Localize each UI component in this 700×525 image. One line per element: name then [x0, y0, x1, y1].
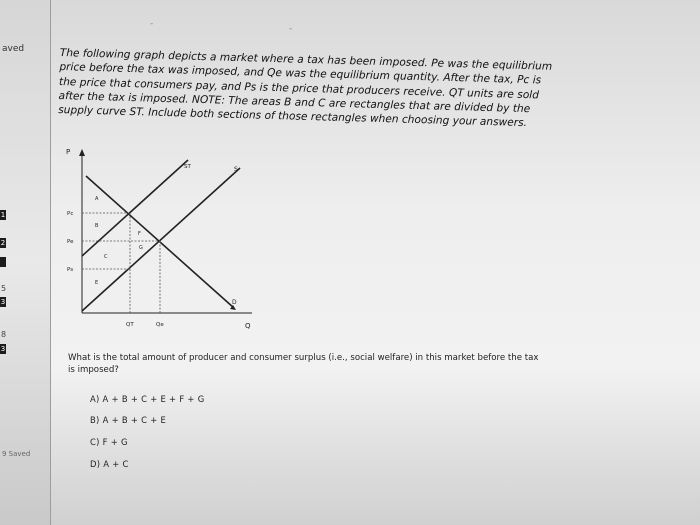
saved-status-bottom: 9 Saved — [2, 450, 31, 458]
question-marker[interactable] — [0, 257, 6, 267]
tax-market-graph — [62, 142, 272, 342]
question-number: 5 — [1, 284, 7, 293]
area-c-label: C — [104, 254, 108, 260]
question-panel — [50, 0, 700, 525]
left-sidebar — [0, 0, 51, 525]
area-e-label: E — [95, 280, 99, 286]
area-f-label: F — [138, 231, 141, 237]
supply-curve — [82, 168, 240, 311]
question-marker[interactable]: 2 — [0, 239, 6, 247]
quantity-axis-label: Q — [245, 322, 251, 330]
area-a-label: A — [95, 196, 99, 202]
pe-label: Pe — [67, 239, 74, 245]
question-marker[interactable]: 1 — [0, 211, 6, 219]
answer-choice-a[interactable]: A) A + B + C + E + F + G — [90, 394, 205, 404]
question-marker[interactable]: 3 — [0, 345, 6, 353]
answer-choice-c[interactable]: C) F + G — [90, 437, 128, 447]
question-marker[interactable]: 3 — [0, 298, 6, 306]
demand-curve-label: D — [232, 299, 237, 306]
area-b-label: B — [95, 223, 99, 229]
answer-choice-d[interactable]: D) A + C — [90, 459, 129, 469]
top-mark: - — [150, 19, 154, 29]
taxed-supply-curve-label: ST — [184, 164, 191, 170]
question-number: 8 — [1, 330, 7, 339]
qt-label: QT — [126, 322, 134, 328]
answer-choice-b[interactable]: B) A + B + C + E — [90, 415, 167, 425]
qe-label: Qe — [156, 322, 164, 328]
top-mark: - — [289, 24, 293, 34]
saved-status-top: aved — [2, 44, 25, 54]
area-g-label: G — [139, 245, 143, 251]
supply-curve-label: S — [234, 166, 238, 173]
ps-label: Ps — [67, 267, 74, 273]
question-text: What is the total amount of producer and consumer surplus (i.e., social welfare) in this market before the tax is imposed? — [68, 353, 539, 375]
axis-arrow-icon — [79, 149, 85, 156]
pc-label: Pc — [67, 211, 74, 217]
question-prompt: The following graph depicts a market where a tax has been imposed. Pe was the equilibrium price before the tax was imposed, and Qe was the equilibrium quantity. After the tax, Pc is the price that consumers pay, and Ps is the price that producers receive. QT units are sold after the tax is imposed. NOTE: The areas B and C are rectangles that are divided by the supply curve ST. Include both sections of those rectangles when choosing your answers. — [58, 46, 553, 130]
taxed-supply-curve — [82, 160, 188, 256]
price-axis-label: P — [66, 148, 71, 156]
